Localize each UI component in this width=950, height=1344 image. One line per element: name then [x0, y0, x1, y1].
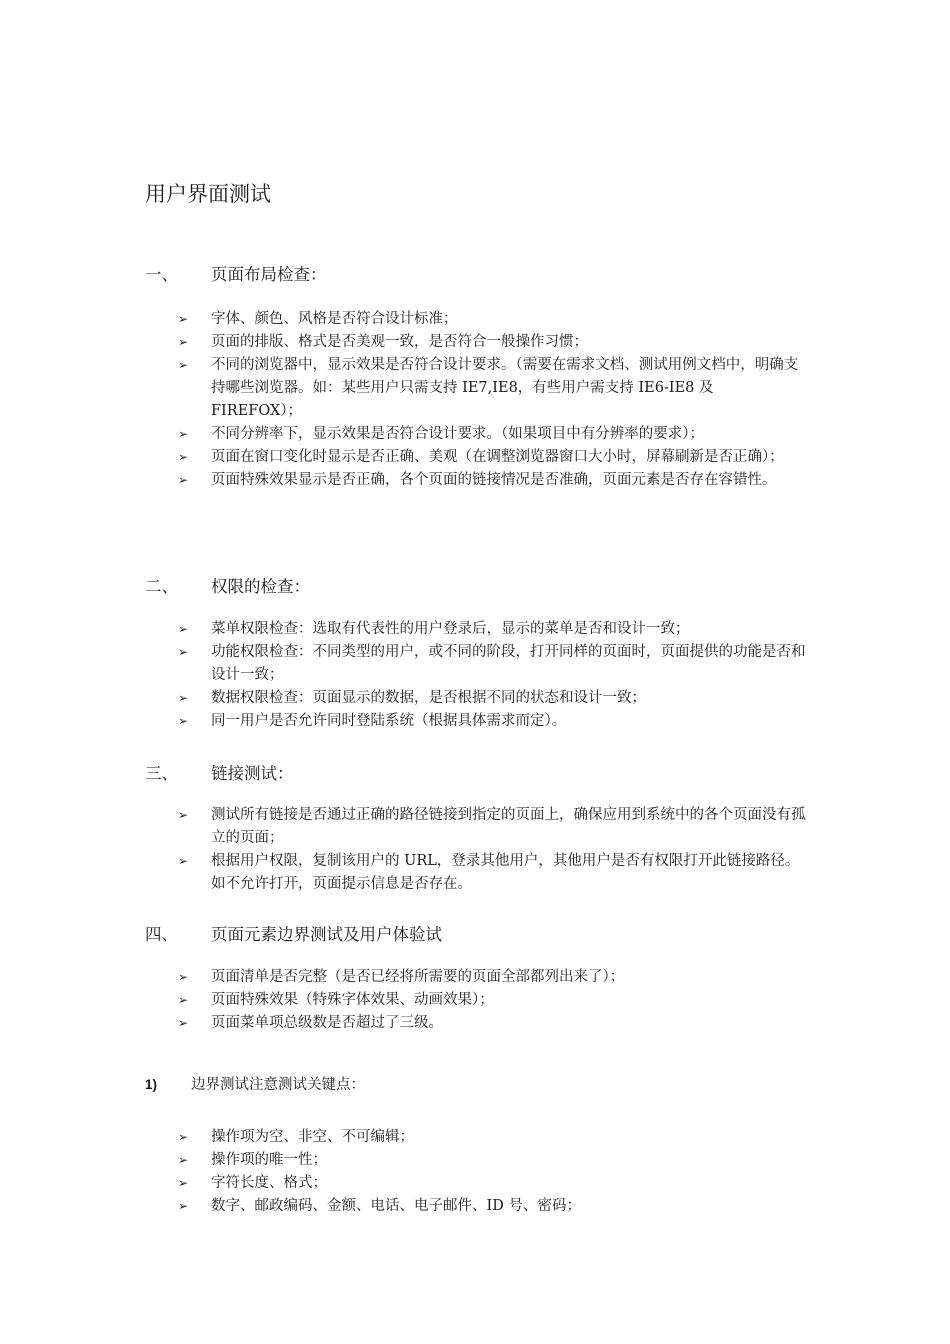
bullet-arrow-icon: ➢ [178, 1153, 189, 1167]
section-list-links [178, 804, 808, 896]
subsection-heading [145, 1073, 365, 1097]
list-item: ➢ 字体、颜色、风格是否符合设计标准； [178, 308, 808, 331]
bullet-arrow-icon: ➢ [178, 1199, 189, 1213]
bullet-arrow-icon: ➢ [178, 358, 189, 372]
bullet-arrow-icon: ➢ [178, 473, 189, 487]
section-title: 链接测试： [211, 764, 294, 783]
list-item: ➢ 功能权限检查：不同类型的用户，或不同的阶段，打开同样的页面时，页面提供的功能是否和设计一致； [178, 641, 808, 687]
section-title: 权限的检查： [211, 577, 310, 596]
bullet-arrow-icon: ➢ [178, 993, 189, 1007]
bullet-arrow-icon: ➢ [178, 427, 189, 441]
list-item: ➢ 页面清单是否完整（是否已经将所需要的页面全部都列出来了）； [178, 966, 808, 989]
section-heading-layout [145, 261, 327, 285]
list-item: ➢ 操作项为空、非空、不可编辑； [178, 1126, 808, 1149]
list-item: ➢ 页面特殊效果（特殊字体效果、动画效果）； [178, 989, 808, 1012]
section-number: 四、 [145, 925, 178, 944]
section-title: 页面元素边界测试及用户体验试 [211, 925, 442, 944]
bullet-arrow-icon: ➢ [178, 714, 189, 728]
section-list-layout [178, 308, 808, 492]
list-item: ➢ 同一用户是否允许同时登陆系统（根据具体需求而定）。 [178, 710, 808, 733]
section-heading-permissions [145, 573, 310, 597]
list-item: ➢ 数据权限检查：页面显示的数据，是否根据不同的状态和设计一致； [178, 687, 808, 710]
list-item: ➢ 操作项的唯一性； [178, 1149, 808, 1172]
bullet-arrow-icon: ➢ [178, 1130, 189, 1144]
bullet-arrow-icon: ➢ [178, 691, 189, 705]
section-list-boundary [178, 966, 808, 1035]
section-number: 一、 [145, 265, 178, 284]
list-item: ➢ 数字、邮政编码、金额、电话、电子邮件、ID 号、密码； [178, 1195, 808, 1218]
list-item: ➢ 页面特殊效果显示是否正确，各个页面的链接情况是否准确，页面元素是否存在容错性。 [178, 469, 808, 492]
section-number: 三、 [145, 764, 178, 783]
page-title: 用户界面测试 [145, 182, 271, 206]
list-item: ➢ 测试所有链接是否通过正确的路径链接到指定的页面上，确保应用到系统中的各个页面没有孤立的页面； [178, 804, 808, 850]
subsection-list [178, 1126, 808, 1218]
bullet-arrow-icon: ➢ [178, 1176, 189, 1190]
section-list-permissions [178, 618, 808, 733]
list-item: ➢ 页面在窗口变化时显示是否正确、美观（在调整浏览器窗口大小时，屏幕刷新是否正确）； [178, 446, 808, 469]
subsection-number: 1) [145, 1077, 158, 1092]
list-item: ➢ 不同的浏览器中，显示效果是否符合设计要求。（需要在需求文档、测试用例文档中，明确支持哪些浏览器。如：某些用户只需支持 IE7,IE8，有些用户需支持 IE6-IE8 及 FIREFOX）； [178, 354, 808, 423]
bullet-arrow-icon: ➢ [178, 970, 189, 984]
section-title: 页面布局检查： [211, 265, 327, 284]
bullet-arrow-icon: ➢ [178, 622, 189, 636]
bullet-arrow-icon: ➢ [178, 854, 189, 868]
bullet-arrow-icon: ➢ [178, 312, 189, 326]
bullet-arrow-icon: ➢ [178, 645, 189, 659]
section-heading-links [145, 760, 294, 784]
list-item: ➢ 根据用户权限，复制该用户的 URL，登录其他用户，其他用户是否有权限打开此链接路径。如不允许打开，页面提示信息是否存在。 [178, 850, 808, 896]
section-heading-boundary [145, 921, 442, 945]
section-number: 二、 [145, 577, 178, 596]
bullet-arrow-icon: ➢ [178, 1016, 189, 1030]
list-item: ➢ 不同分辨率下，显示效果是否符合设计要求。（如果项目中有分辨率的要求）； [178, 423, 808, 446]
list-item: ➢ 菜单权限检查：选取有代表性的用户登录后，显示的菜单是否和设计一致； [178, 618, 808, 641]
list-item: ➢ 字符长度、格式； [178, 1172, 808, 1195]
bullet-arrow-icon: ➢ [178, 335, 189, 349]
subsection-title: 边界测试注意测试关键点： [191, 1077, 365, 1093]
list-item: ➢ 页面的排版、格式是否美观一致，是否符合一般操作习惯； [178, 331, 808, 354]
bullet-arrow-icon: ➢ [178, 808, 189, 822]
bullet-arrow-icon: ➢ [178, 450, 189, 464]
list-item: ➢ 页面菜单项总级数是否超过了三级。 [178, 1012, 808, 1035]
